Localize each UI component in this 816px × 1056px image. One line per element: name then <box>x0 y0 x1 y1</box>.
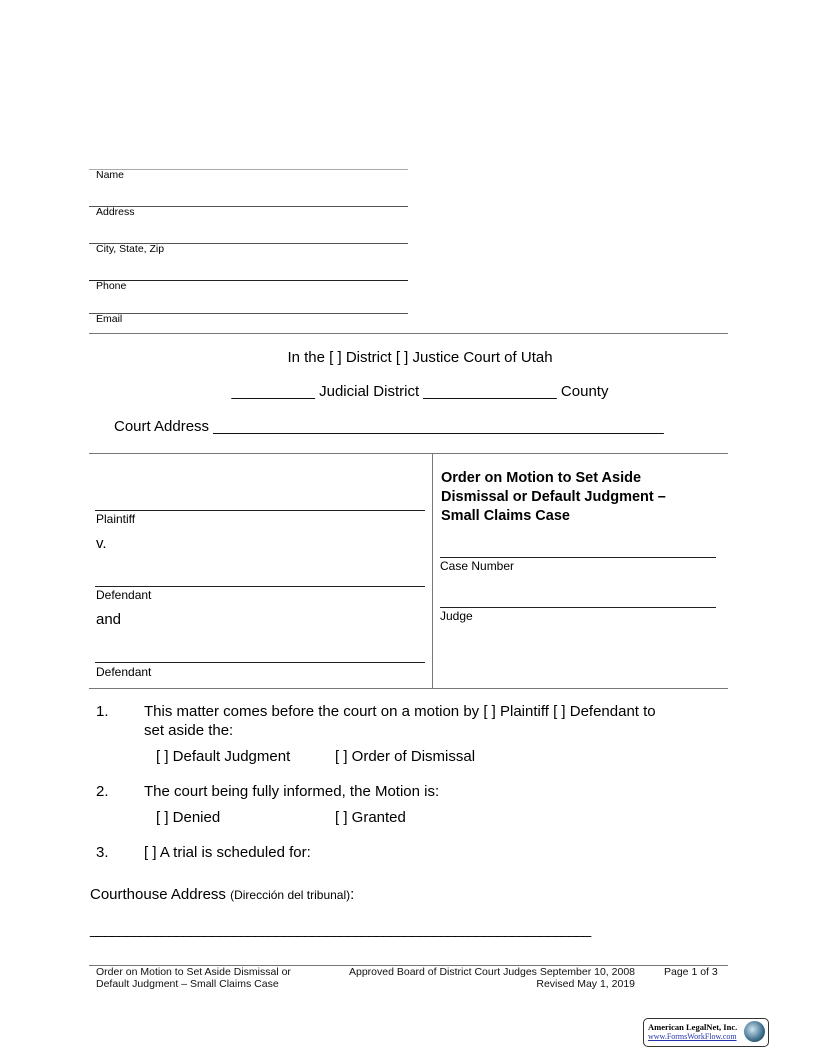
title-line: Small Claims Case <box>441 508 570 524</box>
and-label: and <box>96 611 122 628</box>
judge-line[interactable] <box>440 607 716 608</box>
item-2-text: The court being fully informed, the Motion is: <box>144 783 440 800</box>
title-line: Order on Motion to Set Aside <box>441 470 642 486</box>
footer-revised: Revised May 1, 2019 <box>536 978 635 990</box>
title-line: Dismissal or Default Judgment – <box>441 489 666 505</box>
versus-label: v. <box>96 535 107 552</box>
logo-name: American LegalNet, Inc. <box>648 1022 738 1032</box>
address-line[interactable] <box>89 206 408 207</box>
phone-line[interactable] <box>89 280 408 281</box>
document-title <box>441 469 666 526</box>
court-type-line: In the [ ] District [ ] Justice Court of Utah <box>287 349 553 366</box>
divider <box>89 333 728 334</box>
caption-top-border <box>89 453 728 454</box>
default-judgment-checkbox[interactable]: [ ] Default Judgment <box>156 748 291 765</box>
courthouse-label-en: Courthouse Address <box>90 886 226 903</box>
courthouse-address-label <box>90 886 354 903</box>
footer-approval <box>330 966 635 990</box>
trial-scheduled-checkbox[interactable]: [ ] A trial is scheduled for: <box>144 844 311 861</box>
globe-icon <box>744 1021 765 1042</box>
courthouse-label-es: (Dirección del tribunal) <box>230 888 351 902</box>
item-number: 3. <box>96 844 109 861</box>
judge-label: Judge <box>440 609 473 623</box>
american-legalnet-logo[interactable] <box>643 1018 769 1047</box>
plaintiff-label: Plaintiff <box>96 512 136 526</box>
item-1-text-continued: set aside the: <box>144 722 234 739</box>
footer-form-title <box>96 966 291 990</box>
item-number: 2. <box>96 783 109 800</box>
footer-approved: Approved Board of District Court Judges September 10, 2008 <box>349 966 635 978</box>
case-number-label: Case Number <box>440 559 515 573</box>
second-defendant-line[interactable] <box>95 662 425 663</box>
phone-label: Phone <box>96 280 127 292</box>
logo-url[interactable]: www.FormsWorkFlow.com <box>648 1032 737 1041</box>
colon: : <box>350 886 355 903</box>
item-1-text: This matter comes before the court on a motion by [ ] Plaintiff [ ] Defendant to <box>144 703 656 720</box>
defendant-label: Defendant <box>96 588 152 602</box>
email-label: Email <box>96 313 123 325</box>
city-state-zip-label: City, State, Zip <box>96 243 165 255</box>
defendant-line[interactable] <box>95 586 425 587</box>
page-number: Page 1 of 3 <box>664 966 718 978</box>
denied-checkbox[interactable]: [ ] Denied <box>156 809 221 826</box>
judicial-district-line: __________ Judicial District ________________ County <box>231 383 609 400</box>
caption-bottom-border <box>89 688 728 689</box>
footer-title-line: Order on Motion to Set Aside Dismissal or <box>96 966 291 978</box>
granted-checkbox[interactable]: [ ] Granted <box>335 809 406 826</box>
courthouse-address-field[interactable]: ______________________________________________________________________ <box>90 921 590 938</box>
caption-divider <box>432 453 433 688</box>
order-of-dismissal-checkbox[interactable]: [ ] Order of Dismissal <box>335 748 476 765</box>
name-line <box>89 169 408 170</box>
name-label: Name <box>96 169 125 181</box>
address-label: Address <box>96 206 135 218</box>
court-address-line: Court Address ______________________________________________________ <box>114 418 664 435</box>
case-number-line[interactable] <box>440 557 716 558</box>
plaintiff-line[interactable] <box>95 510 425 511</box>
item-number: 1. <box>96 703 109 720</box>
footer-title-line: Default Judgment – Small Claims Case <box>96 978 279 990</box>
email-line[interactable] <box>89 313 408 314</box>
second-defendant-label: Defendant <box>96 665 152 679</box>
